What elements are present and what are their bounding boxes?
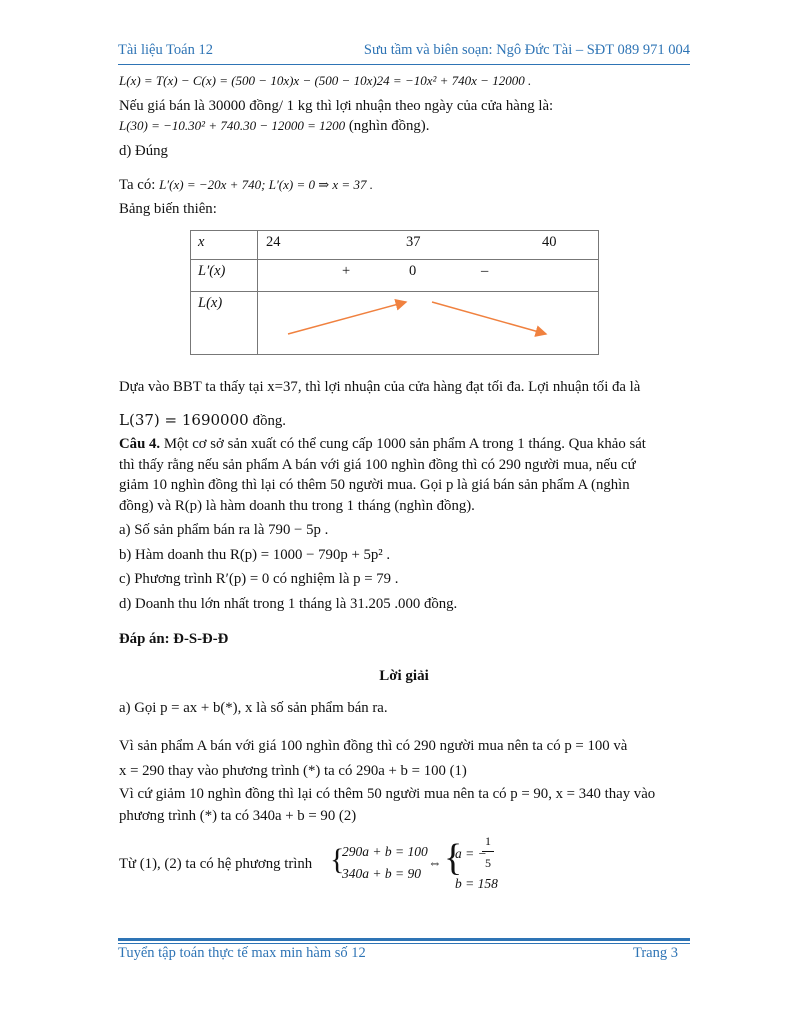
derivative-line: Ta có: L′(x) = −20x + 740; L′(x) = 0 ⇒ x = 37 . <box>119 177 373 193</box>
answer-key: Đáp án: Đ-S-Đ-Đ <box>119 631 229 647</box>
option-c: c) Phương trình R′(p) = 0 có nghiệm là p = 79 . <box>119 571 399 587</box>
increasing-arrow <box>288 302 406 334</box>
header-doc-title: Tài liệu Toán 12 <box>118 42 213 58</box>
footer-divider-thin <box>118 943 690 944</box>
answer-d-label: d) Đúng <box>119 143 168 159</box>
header-author: Sưu tầm và biên soạn: Ngô Đức Tài – SĐT 089 971 004 <box>363 42 690 58</box>
solution-b: b = 158 <box>455 876 498 891</box>
sign-plus: + <box>342 263 351 279</box>
x-value-37: 37 <box>406 234 421 250</box>
system-brace-right: { <box>444 837 463 879</box>
question-4-line2: thì thấy rằng nếu sản phẩm A bán với giá 100 nghìn đồng thì có 290 người mua, nếu cứ <box>119 457 636 473</box>
question-4-line3: giảm 10 nghìn đồng thì lại có thêm 50 người mua. Gọi p là giá bán sản phẩm A (nghìn <box>119 477 630 493</box>
question-4-line4: đồng) và R(p) là hàm doanh thu trong 1 tháng (nghìn đồng). <box>119 498 475 514</box>
equation-L: L(x) = T(x) − C(x) = (500 − 10x)x − (500 − 10x)24 = −10x² + 740x − 12000 . <box>119 73 532 88</box>
equation-L30: L(30) = −10.30² + 740.30 − 12000 = 1200 (nghìn đồng). <box>119 118 430 134</box>
page-number: Trang 3 <box>633 945 678 961</box>
row-function-arrows <box>258 292 599 355</box>
fraction-denominator: 5 <box>485 856 491 870</box>
page-header <box>118 42 690 62</box>
solution-title: Lời giải <box>379 668 429 684</box>
x-value-40: 40 <box>542 234 557 250</box>
fraction-numerator: 1 <box>485 834 491 848</box>
solution-a: a = − <box>455 846 487 861</box>
x-value-24: 24 <box>266 234 281 250</box>
variation-arrows <box>258 292 598 354</box>
row-x-values <box>258 231 599 260</box>
system-brace-left: { <box>330 843 345 876</box>
decreasing-arrow <box>432 302 546 334</box>
system-eq-1: 290a + b = 100 <box>342 844 428 859</box>
option-d: d) Doanh thu lớn nhất trong 1 tháng là 31.205 .000 đồng. <box>119 596 458 612</box>
derivative-zero: 0 <box>409 263 417 279</box>
row-function-label: L(x) <box>191 292 258 355</box>
row-derivative-label: L′(x) <box>191 260 258 292</box>
row-derivative-signs <box>258 260 599 292</box>
solution-step-4: Vì cứ giảm 10 nghìn đồng thì lại có thêm 50 người mua nên ta có p = 90, x = 340 thay vào <box>119 786 656 802</box>
bbt-label: Bảng biến thiên: <box>119 201 217 217</box>
solution-step-3: x = 290 thay vào phương trình (*) ta có 290a + b = 100 (1) <box>119 763 467 779</box>
variation-table <box>190 230 599 355</box>
footer-title: Tuyển tập toán thực tế max min hàm số 12 <box>118 945 366 961</box>
solution-step-6: Từ (1), (2) ta có hệ phương trình <box>119 856 313 872</box>
system-eq-2: 340a + b = 90 <box>342 866 421 881</box>
sign-minus: – <box>481 263 489 279</box>
option-a: a) Số sản phẩm bán ra là 790 − 5p . <box>119 522 329 538</box>
footer-divider-thick <box>118 938 690 941</box>
solution-step-2: Vì sản phẩm A bán với giá 100 nghìn đồng thì có 290 người mua nên ta có p = 100 và <box>119 738 628 754</box>
equivalence-symbol: ⇔ <box>428 855 442 870</box>
solution-step-1: a) Gọi p = ax + b(*), x là số sản phẩm bán ra. <box>119 700 388 716</box>
conclusion-text: Dựa vào BBT ta thấy tại x=37, thì lợi nhuận của cửa hàng đạt tối đa. Lợi nhuận tối đa là <box>119 379 641 395</box>
row-x-label: x <box>191 231 258 260</box>
option-b: b) Hàm doanh thu R(p) = 1000 − 790p + 5p² . <box>119 547 391 563</box>
max-value-line: L(37) = 1690000 đồng. <box>119 411 286 429</box>
fraction-bar <box>482 851 494 852</box>
paragraph-price: Nếu giá bán là 30000 đồng/ 1 kg thì lợi nhuận theo ngày của cửa hàng là: <box>119 98 554 114</box>
header-divider <box>118 64 690 65</box>
solution-step-5: phương trình (*) ta có 340a + b = 90 (2) <box>119 808 357 824</box>
question-4-line1: Câu 4. Một cơ sở sản xuất có thể cung cấp 1000 sản phẩm A trong 1 tháng. Qua khảo sát <box>119 436 646 452</box>
